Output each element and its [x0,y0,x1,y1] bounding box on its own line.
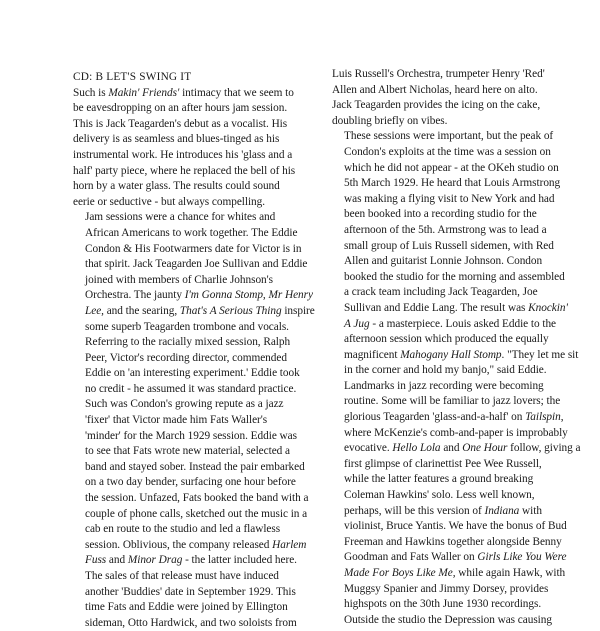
text-line [332,317,592,333]
text-line [332,379,592,395]
text-line [73,86,329,102]
italic-title: Indiana [484,504,520,517]
text-run: evocative. [344,442,393,455]
text-line [73,366,329,382]
text-run: and the searing, [103,304,180,317]
text-run: Sullivan and Eddie Lang. The result was [344,301,529,314]
text-line [73,226,329,242]
text-run: where McKenzie's comb-and-paper is improbably [344,426,568,439]
italic-title: Lee, [85,304,104,317]
text-line [332,410,592,426]
paragraph [332,613,592,629]
text-line [332,348,592,364]
text-run: delivery is as seamless and blues-tinged as his [73,133,280,146]
text-line [73,320,329,336]
text-line [73,257,329,273]
text-run: Peer, Victor's recording director, commended [85,351,287,364]
paragraph [332,67,592,129]
text-run: afternoon of the 5th. Armstrong was to lead a [344,223,547,236]
text-run: 'minder' for the March 1929 session. Eddie was [85,429,297,442]
text-run: The sales of that release must have induced [85,570,279,582]
text-run: 'fixer' that Victor made him Fats Waller's [85,414,268,427]
text-run: follow, giving a [507,442,581,455]
text-run: afternoon session which produced the equally [344,333,549,346]
text-run: Such was Condon's growing repute as a jazz [85,398,284,411]
text-run: Jack Teagarden provides the icing on the cake, [332,99,541,112]
text-run: joined with members of Charlie Johnson's [85,273,273,286]
text-run: booked the studio for the morning and assembled [344,270,565,283]
text-run: Condon & His Footwarmers date for Victor is in [85,242,302,255]
text-run: that spirit. Jack Teagarden Joe Sullivan and Eddie [85,258,308,271]
text-line [332,394,592,410]
text-line [332,223,592,239]
text-line [332,301,592,317]
text-run: perhaps, will be this version of [344,504,485,517]
paragraph [73,397,329,569]
text-run: Luis Russell's Orchestra, trumpeter Henry 'Red' [332,68,545,80]
text-run: Referring to the racially mixed session, Ralph [85,336,291,349]
paragraph [332,129,592,379]
text-run: was making a flying visit to New York and had [344,192,555,205]
italic-title: Fuss [85,554,107,567]
text-run: Allen and Albert Nicholas, heard here on alto. [332,83,538,96]
text-run: highspots on the 30th June 1930 recordings. [344,598,542,611]
text-line [332,363,592,379]
text-line [332,472,592,488]
italic-title: Hello Lola [392,442,441,455]
text-run: which he did not appear - at the OKeh studio on [344,161,559,174]
text-run: inspire [281,304,315,317]
text-run: another 'Buddies' date in September 1929. This [85,585,296,598]
text-line [332,192,592,208]
paragraph [73,335,329,397]
text-line [332,145,592,161]
section-heading: CD: B LET'S SWING IT [73,71,192,83]
text-run: band and stayed sober. Instead the pair embarked [85,460,305,473]
text-line [73,600,329,616]
text-run: be eavesdropping on an after hours jam session. [73,102,288,115]
text-line [332,426,592,442]
text-line [332,613,592,629]
text-line [332,566,592,582]
text-line [73,553,329,569]
text-run: eerie or seductive - but always compelling. [73,195,266,208]
text-line [332,488,592,504]
text-line [73,179,329,195]
italic-title: Minor Drag [127,554,183,567]
text-run: no credit - he assumed it was standard practice. [85,382,297,395]
text-line [73,335,329,351]
text-line [332,254,592,270]
text-run: 5th March 1929. He heard that Louis Armstrong [344,177,561,190]
text-line [332,285,592,301]
text-run: routine. Some will be familiar to jazz lovers; the [344,395,561,408]
text-run: glorious Teagarden 'glass-and-a-half' on [344,411,526,424]
paragraph [332,379,592,613]
text-run: Goodman and Fats Waller on [344,551,478,564]
text-line [73,132,329,148]
text-line [332,582,592,598]
italic-title: A Jug [344,317,370,330]
text-run: while the latter features a ground breaking [344,473,534,486]
text-line [332,129,592,145]
text-line [332,98,592,114]
text-line [73,522,329,538]
text-line [332,332,592,348]
text-run: Condon's exploits at the time was a session on [344,145,551,158]
italic-title: Girls Like You Were [477,551,567,564]
text-run: These sessions were important, but the peak of [344,130,554,143]
text-run: Muggsy Spanier and Jimmy Dorsey, provides [344,582,549,595]
italic-title: Knockin' [528,301,568,314]
right-column [332,67,592,628]
text-run: . "They let me sit [501,348,579,361]
left-column [73,70,329,631]
text-run: intimacy that we seem to [179,86,294,99]
text-line [73,382,329,398]
text-run: - the latter included here. [182,554,297,567]
text-line [332,441,592,457]
paragraph [73,210,329,335]
text-run: doubling briefly on vibes. [332,114,448,127]
text-run: , [560,411,564,424]
text-line [73,101,329,117]
text-run: horn by a water glass. The results could sound [73,180,280,193]
italic-title: Made For Boys Like Me, [344,567,456,579]
right-column-body [332,67,592,628]
text-run: been booked into a recording studio for the [344,208,537,221]
text-run: Coleman Hawkins' solo. Less well known, [344,489,535,502]
text-line [332,239,592,255]
text-run: African Americans to work together. The Eddie [85,226,298,239]
italic-title: One Hour [462,442,508,455]
text-run: Jam sessions were a chance for whites and [85,211,276,224]
text-line [73,195,329,211]
text-run: and [106,554,128,567]
text-line [73,288,329,304]
text-line [73,397,329,413]
text-line [332,504,592,520]
text-run: in the corner and hold my banjo," said Eddie. [344,364,547,377]
text-line [73,117,329,133]
text-run: Outside the studio the Depression was causing [344,613,552,626]
text-line [73,444,329,460]
italic-title: I'm Gonna Stomp, Mr Henry [184,289,313,302]
text-run: first glimpse of clarinettist Pee Wee Russell, [344,457,542,470]
text-run: and [440,442,463,455]
text-run: - a masterpiece. Louis asked Eddie to the [369,317,557,330]
text-run: Eddie on 'an interesting experiment.' Eddie took [85,367,300,380]
paragraph [73,86,329,211]
text-run: instrumental work. He introduces his 'glass and a [73,148,293,161]
italic-title: Harlem [272,538,307,551]
text-run: the session. Unfazed, Fats booked the band with a [85,492,309,505]
text-line [73,210,329,226]
text-line [332,535,592,551]
text-line [332,597,592,613]
text-line [73,491,329,507]
text-line [73,569,329,585]
text-line [73,460,329,476]
text-line [332,270,592,286]
text-line [73,351,329,367]
text-line [73,538,329,554]
text-line [332,161,592,177]
text-line [73,507,329,523]
text-line [73,148,329,164]
text-line [73,413,329,429]
paragraph [73,569,329,631]
text-run: Allen and guitarist Lonnie Johnson. Condon [344,255,543,268]
text-line [73,585,329,601]
italic-title: That's A Serious Thing [179,304,282,317]
text-line [73,273,329,289]
italic-title: Makin' Friends' [108,86,180,99]
text-line [73,475,329,491]
text-run: some superb Teagarden trombone and vocals. [85,320,289,333]
text-run: with [519,504,542,517]
text-run: Orchestra. The jaunty [85,289,185,302]
text-run: a crack team including Jack Teagarden, Joe [344,286,538,299]
text-run: violinist, Bruce Yantis. We have the bonus of Bud [344,520,567,533]
text-line [73,429,329,445]
text-line [332,207,592,223]
text-run: small group of Luis Russell sidemen, with Red [344,239,554,252]
text-line [332,519,592,535]
text-run: on a two day bender, surfacing one hour before [85,476,296,489]
text-line [73,616,329,631]
italic-title: Tailspin [525,411,561,424]
text-line [332,550,592,566]
text-run: sideman, Otto Hardwick, and two soloists from [85,616,297,629]
italic-title: Mahogany Hall Stomp [400,348,502,361]
text-run: magnificent [344,348,401,361]
text-run: This is Jack Teagarden's debut as a vocalist. His [73,117,288,130]
text-run: couple of phone calls, sketched out the music in a [85,507,308,520]
text-run: Landmarks in jazz recording were becoming [344,379,544,392]
text-run: session. Oblivious, the company released [85,538,273,551]
text-run: to see that Fats wrote new material, selected a [85,445,290,458]
text-run: cab en route to the studio and led a flawless [85,523,281,536]
text-run: Such is [73,86,109,99]
text-line [73,242,329,258]
text-line [332,83,592,99]
text-line [332,176,592,192]
text-run: while again Hawk, with [455,567,566,579]
text-run: time Fats and Eddie were joined by Ellington [85,601,288,614]
text-line [332,114,592,130]
text-line [332,457,592,473]
text-run: half' party piece, where he replaced the bell of his [73,164,296,177]
left-column-body [73,86,329,631]
text-line [73,164,329,180]
text-run: Freeman and Hawkins together alongside Benny [344,535,562,548]
text-line [73,304,329,320]
text-line [332,67,592,83]
